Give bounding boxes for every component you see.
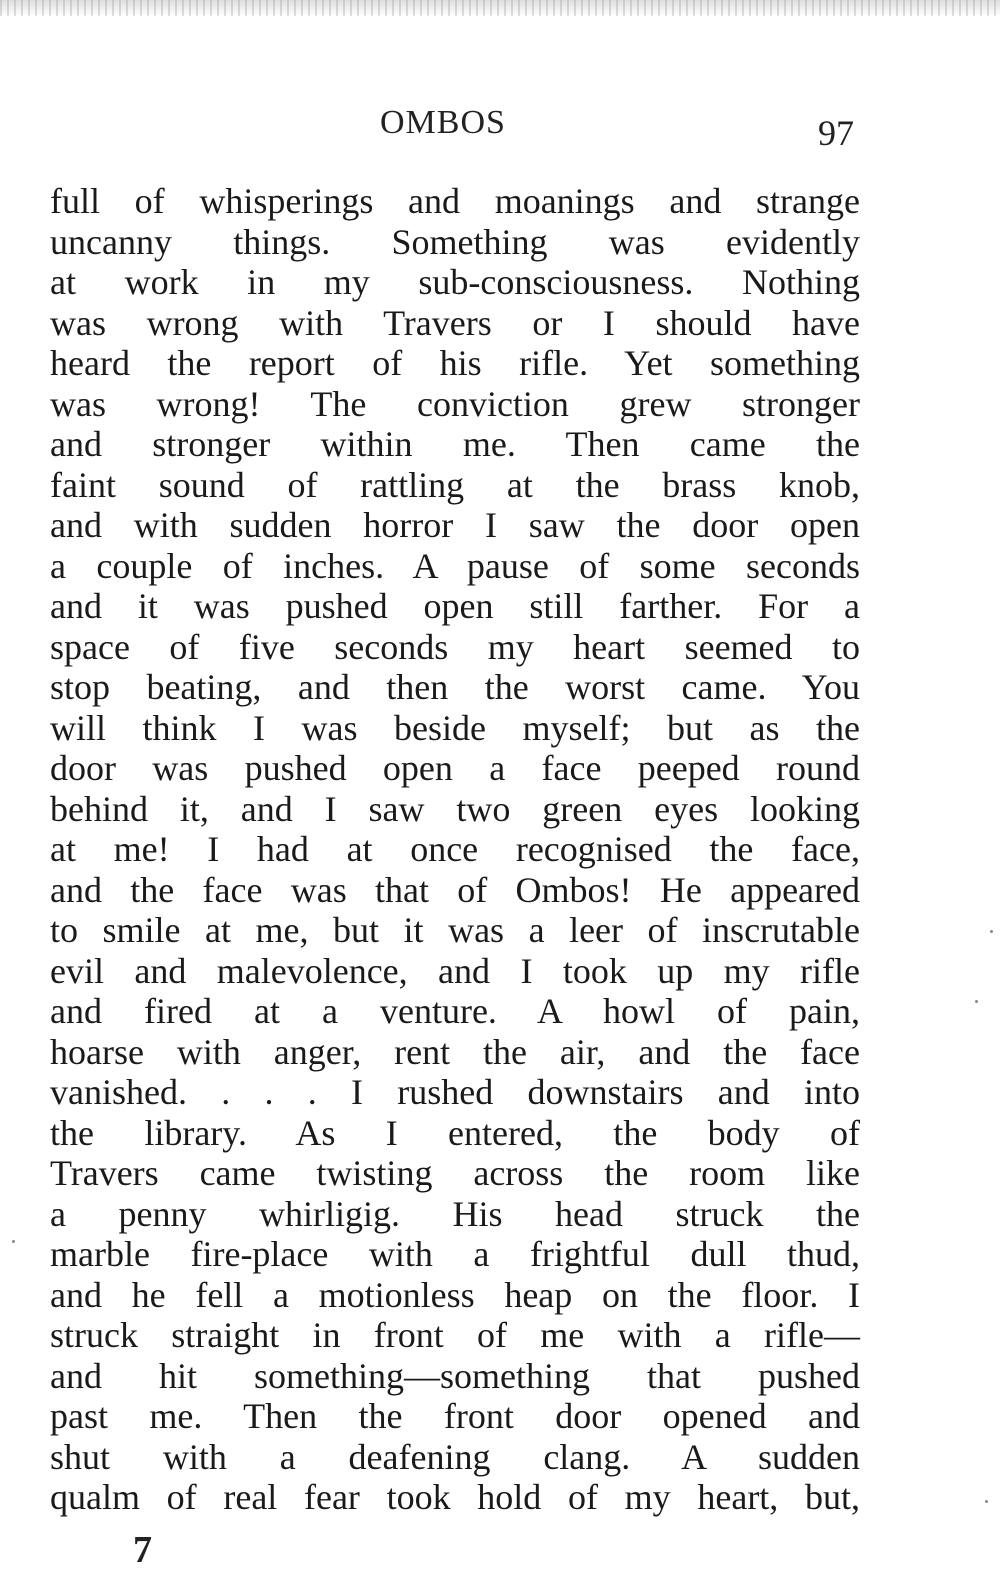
text-line: a penny whirligig. His head struck the: [50, 1193, 860, 1234]
text-line: heard the report of his rifle. Yet something: [50, 343, 860, 383]
text-line: evil and malevolence, and I took up my rifle: [50, 950, 860, 991]
text-line: stop beating, and then the worst came. You: [50, 667, 860, 707]
signature-mark: 7: [133, 1529, 152, 1571]
text-line: to smile at me, but it was a leer of inscrutable: [50, 910, 860, 950]
text-line: struck straight in front of me with a rifle—: [50, 1315, 860, 1355]
text-line: shut with a deafening clang. A sudden: [50, 1436, 860, 1477]
text-line: at work in my sub-consciousness. Nothing: [50, 262, 860, 302]
text-line: uncanny things. Something was evidently: [50, 221, 860, 262]
text-line: will think I was beside myself; but as the: [50, 707, 860, 748]
scan-speck: [990, 930, 993, 933]
text-line: vanished. . . . I rushed downstairs and into: [50, 1072, 860, 1112]
running-head: OMBOS: [380, 104, 506, 141]
text-line: full of whisperings and moanings and strange: [50, 181, 860, 221]
text-line: was wrong! The conviction grew stronger: [50, 383, 860, 424]
text-line: qualm of real fear took hold of my heart, but,: [50, 1477, 860, 1517]
text-line: faint sound of rattling at the brass knob,: [50, 464, 860, 505]
text-line: and hit something—something that pushed: [50, 1355, 860, 1396]
text-line: and the face was that of Ombos! He appeared: [50, 869, 860, 910]
scan-speck: [12, 1240, 15, 1243]
text-line: Travers came twisting across the room like: [50, 1153, 860, 1193]
text-line: and stronger within me. Then came the: [50, 424, 860, 464]
text-line: hoarse with anger, rent the air, and the face: [50, 1031, 860, 1072]
page-number: 97: [818, 113, 854, 153]
text-line: door was pushed open a face peeped round: [50, 748, 860, 788]
scan-speck: [975, 1000, 978, 1003]
text-line: marble fire-place with a frightful dull thud,: [50, 1234, 860, 1274]
text-line: and with sudden horror I saw the door open: [50, 505, 860, 545]
text-line: and fired at a venture. A howl of pain,: [50, 991, 860, 1031]
text-line: past me. Then the front door opened and: [50, 1396, 860, 1436]
text-line: at me! I had at once recognised the face,: [50, 829, 860, 869]
text-line: a couple of inches. A pause of some seconds: [50, 545, 860, 586]
scan-speck: [985, 1500, 988, 1503]
scan-edge: [0, 0, 1000, 16]
text-line: was wrong with Travers or I should have: [50, 302, 860, 343]
text-line: and it was pushed open still farther. For a: [50, 586, 860, 626]
text-line: behind it, and I saw two green eyes looking: [50, 788, 860, 829]
text-line: space of five seconds my heart seemed to: [50, 626, 860, 667]
text-line: the library. As I entered, the body of: [50, 1112, 860, 1153]
body-text: [50, 181, 860, 1518]
text-line: and he fell a motionless heap on the floor. I: [50, 1274, 860, 1315]
